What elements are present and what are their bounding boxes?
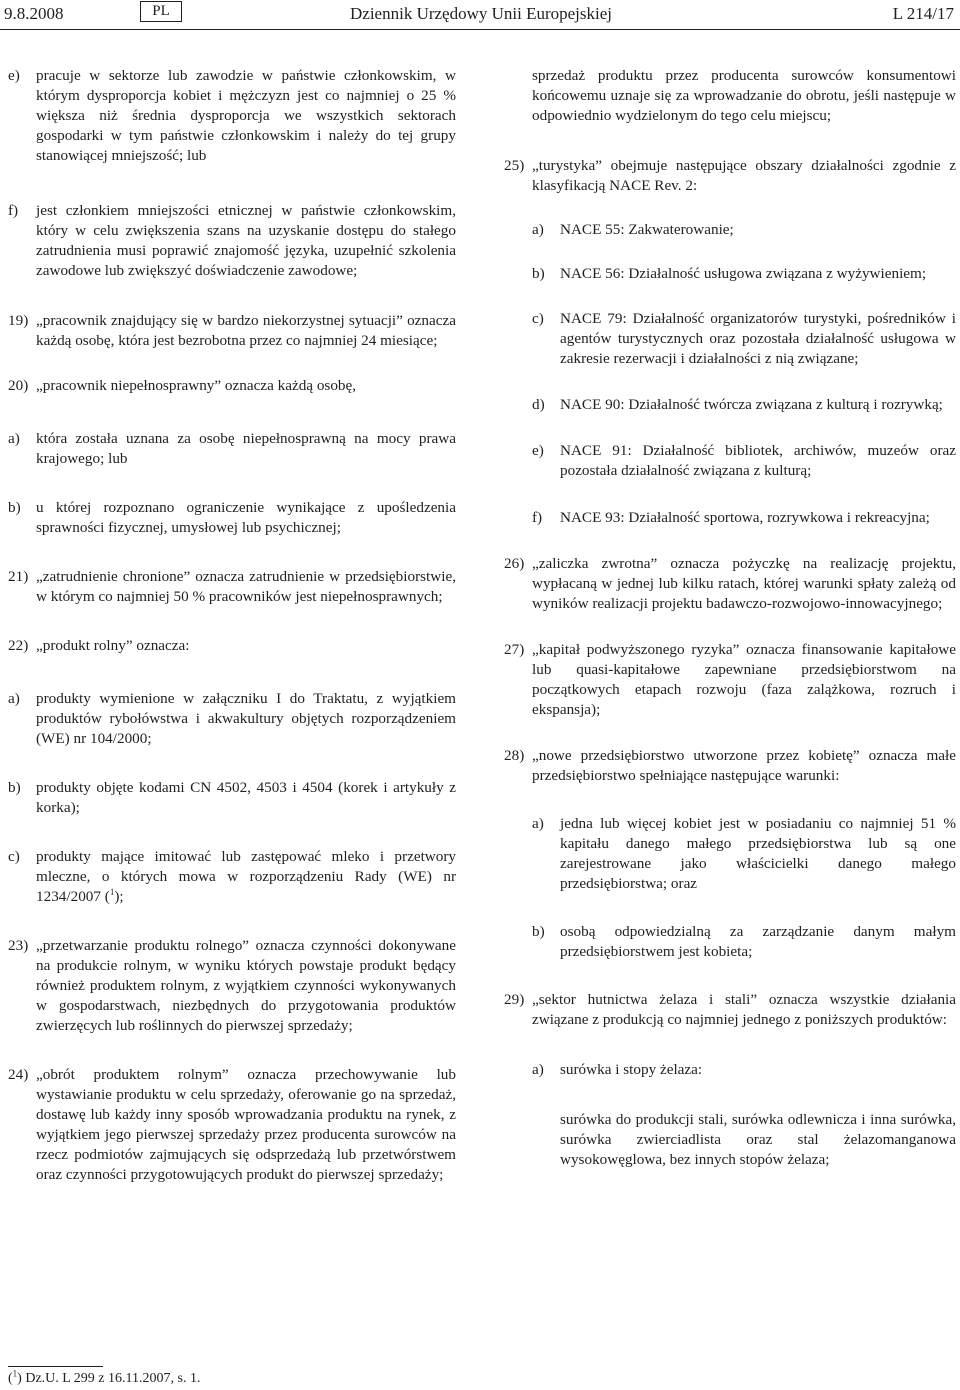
list-item: b) u której rozpoznano ograniczenie wynikające z upośledzenia sprawności fizycznej, umysłowej lub psychicznej;	[8, 499, 456, 536]
definition-28: 28) „nowe przedsiębiorstwo utworzone przez kobietę” oznacza małe przedsiębiorstwo spełniające następujące warunki:	[504, 747, 956, 784]
definition-22: 22) „produkt rolny” oznacza:	[8, 637, 190, 654]
footnote-mark: 1	[12, 1368, 18, 1379]
list-item: a) jedna lub więcej kobiet jest w posiadaniu co najmniej 51 % kapitału danego małego przedsiębiorstwa lub są one zarejestrowane jako właścicielki danego małego przedsiębiorstwa; oraz	[532, 815, 956, 892]
definition-27: 27) „kapitał podwyższonego ryzyka” oznacza finansowanie kapitałowe lub quasi-kapitałowe zapewniane przedsiębiorstwom na początkowych etapach rozwoju (faza zalążkowa, rozruch i ekspansja);	[504, 641, 956, 718]
list-item: a) NACE 55: Zakwaterowanie;	[532, 221, 734, 238]
list-item: f) NACE 93: Działalność sportowa, rozrywkowa i rekreacyjna;	[532, 509, 930, 526]
definition-19: 19) „pracownik znajdujący się w bardzo niekorzystnej sytuacji” oznacza każdą osobę, która jest bezrobotna przez co najmniej 24 miesiące;	[8, 312, 456, 349]
footnote-text: Dz.U. L 299 z 16.11.2007, s. 1.	[25, 1371, 201, 1386]
footnote: ($^1$) Dz.U. L 299 z 16.11.2007, s. 1.	[8, 1368, 201, 1386]
journal-title: Dziennik Urzędowy Unii Europejskiej	[350, 4, 613, 23]
list-item: a) produkty wymienione w załączniku I do Traktatu, z wyjątkiem produktów rybołówstwa i akwakultury objętych rozporządzeniem (WE) nr 104/2000;	[8, 690, 456, 747]
definition-26: 26) „zaliczka zwrotna” oznacza pożyczkę na realizację projektu, wypłacaną w jednej lub kilku ratach, której warunki spłaty zależą od wyników realizacji projektu badawczo-rozwojowo-innowacyjnego;	[504, 555, 956, 612]
continuation-text: surówka do produkcji stali, surówka odlewnicza i inna surówka, surówka zwierciadlista oraz stal żelazomanganowa wysokowęglowa, bez innych stopów żelaza;	[560, 1111, 956, 1168]
page-number: L 214/17	[892, 4, 954, 23]
footnote-rule	[8, 1366, 103, 1367]
list-item: b) NACE 56: Działalność usługowa związana z wyżywieniem;	[532, 265, 927, 282]
header-rule	[0, 29, 960, 30]
list-item: b) produkty objęte kodami CN 4502, 4503 i 4504 (korek i artykuły z korka);	[8, 779, 456, 816]
definition-24: 24) „obrót produktem rolnym” oznacza przechowywanie lub wystawianie produktu w celu sprzedaży, oferowanie go na sprzedaż, dostawę lub każdy inny sposób wprowadzania produktu na rynek, z wyjątkiem jego pierwszej sprzedaży przez producenta surowców na rzecz podmiotów zajmujących się odsprzedażą lub przetwórstwem oraz czynności przygotowujących produkt do pierwszej sprzedaży;	[8, 1066, 456, 1183]
page-header	[0, 0, 960, 28]
definition-29: 29) „sektor hutnictwa żelaza i stali” oznacza wszystkie działania związane z produkcją co najmniej jednego z poniższych produktów:	[504, 991, 956, 1028]
list-item: f) jest członkiem mniejszości etnicznej w państwie członkowskim, który w celu zwiększenia szans na uzyskanie dostępu do stałego zatrudnienia musi poprawić znajomość języka, uzupełnić szkolenia zawodowe lub zwiększyć doświadczenie zawodowe;	[8, 202, 456, 279]
list-item: e) NACE 91: Działalność bibliotek, archiwów, muzeów oraz pozostała działalność związana z kulturą;	[532, 442, 956, 479]
language-badge: PL	[140, 1, 182, 22]
list-item: e) pracuje w sektorze lub zawodzie w państwie członkowskim, w którym dysproporcja kobiet i mężczyzn jest co najmniej o 25 % większa niż średnia dysproporcja we wszystkich sektorach gospodarki w tym państwie członkowskim i należy do tej grupy stanowiącej mniejszość; lub	[8, 67, 456, 164]
definition-25: 25) „turystyka” obejmuje następujące obszary działalności zgodnie z klasyfikacją NACE Rev. 2:	[504, 157, 956, 194]
list-item: a) która została uznana za osobę niepełnosprawną na mocy prawa krajowego; lub	[8, 430, 456, 467]
list-item: d) NACE 90: Działalność twórcza związana z kulturą i rozrywką;	[532, 396, 943, 413]
list-item: b) osobą odpowiedzialną za zarządzanie danym małym przedsiębiorstwem jest kobieta;	[532, 923, 956, 960]
definition-21: 21) „zatrudnienie chronione” oznacza zatrudnienie w przedsiębiorstwie, w którym co najmniej 50 % pracowników jest niepełnosprawnych;	[8, 568, 456, 605]
footnote-ref: 1	[109, 886, 115, 897]
right-column	[504, 66, 956, 1170]
left-column	[8, 66, 456, 1185]
list-item: c) NACE 79: Działalność organizatorów turystyki, pośredników i agentów turystycznych oraz pozostała działalność usługowa w zakresie rezerwacji i działalności z nią związane;	[532, 310, 956, 367]
list-item: c) produkty mające imitować lub zastępować mleko i przetwory mleczne, o których mowa w rozporządzeniu Rady (WE) nr 1234/2007 ($^1$);	[8, 848, 456, 905]
definition-23: 23) „przetwarzanie produktu rolnego” oznacza czynności dokonywane na produkcie rolnym, w wyniku których powstaje produkt będący również produktem rolnym, z wyjątkiem czynności wykonywanych w gospodarstwach, niezbędnych do przygotowania produktów zwierzęcych lub roślinnych do pierwszej sprzedaży;	[8, 937, 456, 1034]
list-item: a) surówka i stopy żelaza:	[532, 1061, 703, 1078]
definition-20: 20) „pracownik niepełnosprawny” oznacza każdą osobę,	[8, 377, 357, 394]
continuation-text: sprzedaż produktu przez producenta surowców konsumentowi końcowemu uznaje się za wprowadzanie do obrotu, jeśli następuje w odpowiednio wydzielonym do tego celu miejscu;	[532, 67, 956, 124]
publication-date: 9.8.2008	[4, 4, 64, 23]
